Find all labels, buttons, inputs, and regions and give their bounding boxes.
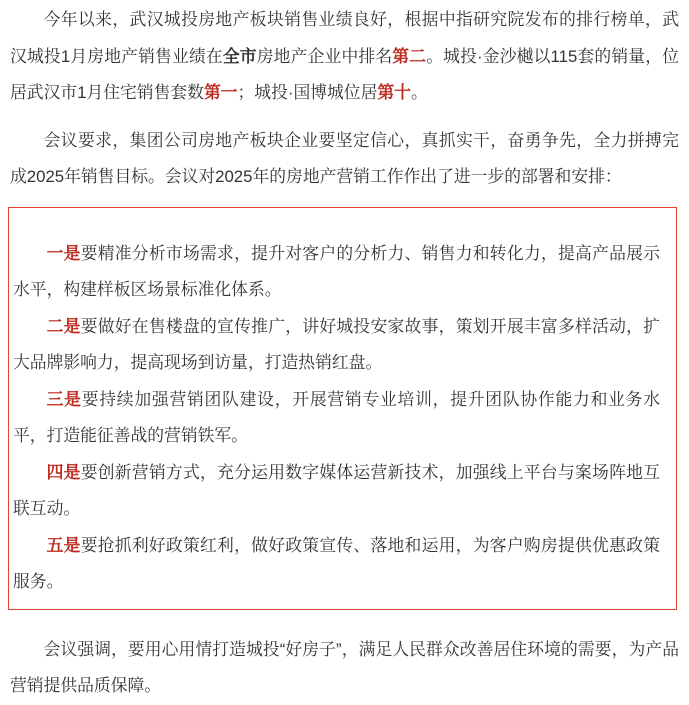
key-point-5 [13, 528, 660, 601]
key-points-box [8, 207, 677, 610]
text-segment: 。城投·金沙樾以115套的销量，位居武汉市1月住宅销售套数 [10, 46, 679, 102]
text-segment: 第二 [392, 46, 427, 66]
text-segment: 会议要求，集团公司房地产板块企业要坚定信心，真抓实干，奋勇争先，全力拼搏完成2025年销售目标。会议对2025年的房地产营销工作作出了进一步的部署和安排： [10, 130, 679, 186]
text-segment: 全市 [222, 46, 257, 66]
text-segment: 要持续加强营销团队建设，开展营销专业培训，提升团队协作能力和业务水平，打造能征善战的营销铁军。 [13, 389, 660, 445]
text-segment: 房地产企业中排名 [256, 46, 393, 66]
text-segment: 二是 [46, 316, 81, 336]
key-point-4 [13, 455, 660, 528]
key-point-3 [13, 382, 660, 455]
text-segment: 要做好在售楼盘的宣传推广，讲好城投安家故事，策划开展丰富多样活动，扩大品牌影响力，提高现场到访量，打造热销红盘。 [13, 316, 660, 372]
key-point-2 [13, 309, 660, 382]
text-segment: 四是 [46, 462, 81, 482]
intro-paragraph [10, 2, 679, 112]
text-segment: 第十 [377, 83, 411, 102]
text-segment: 要创新营销方式，充分运用数字媒体运营新技术，加强线上平台与案场阵地互联互动。 [13, 462, 660, 518]
key-point-1 [13, 236, 660, 309]
closing-paragraph [10, 632, 679, 705]
text-segment: 一是 [46, 243, 81, 263]
meeting-requirements-paragraph [10, 123, 679, 196]
text-segment: 。 [410, 83, 428, 102]
text-segment: 五是 [46, 535, 81, 555]
text-segment: 三是 [46, 389, 82, 409]
text-segment: ；城投·国博城位居 [237, 83, 378, 102]
text-segment: 会议强调，要用心用情打造城投“好房子”，满足人民群众改善居住环境的需要，为产品营销提供品质保障。 [10, 639, 679, 695]
text-segment: 今年以来，武汉城投房地产板块销售业绩良好，根据中指研究院发布的排行榜单，武汉城投1月房地产销售业绩在 [10, 10, 679, 66]
text-segment: 第一 [203, 83, 238, 102]
text-segment: 要抢抓利好政策红利，做好政策宣传、落地和运用，为客户购房提供优惠政策服务。 [13, 535, 660, 591]
text-segment: 要精准分析市场需求，提升对客户的分析力、销售力和转化力，提高产品展示水平，构建样板区场景标准化体系。 [13, 243, 660, 299]
